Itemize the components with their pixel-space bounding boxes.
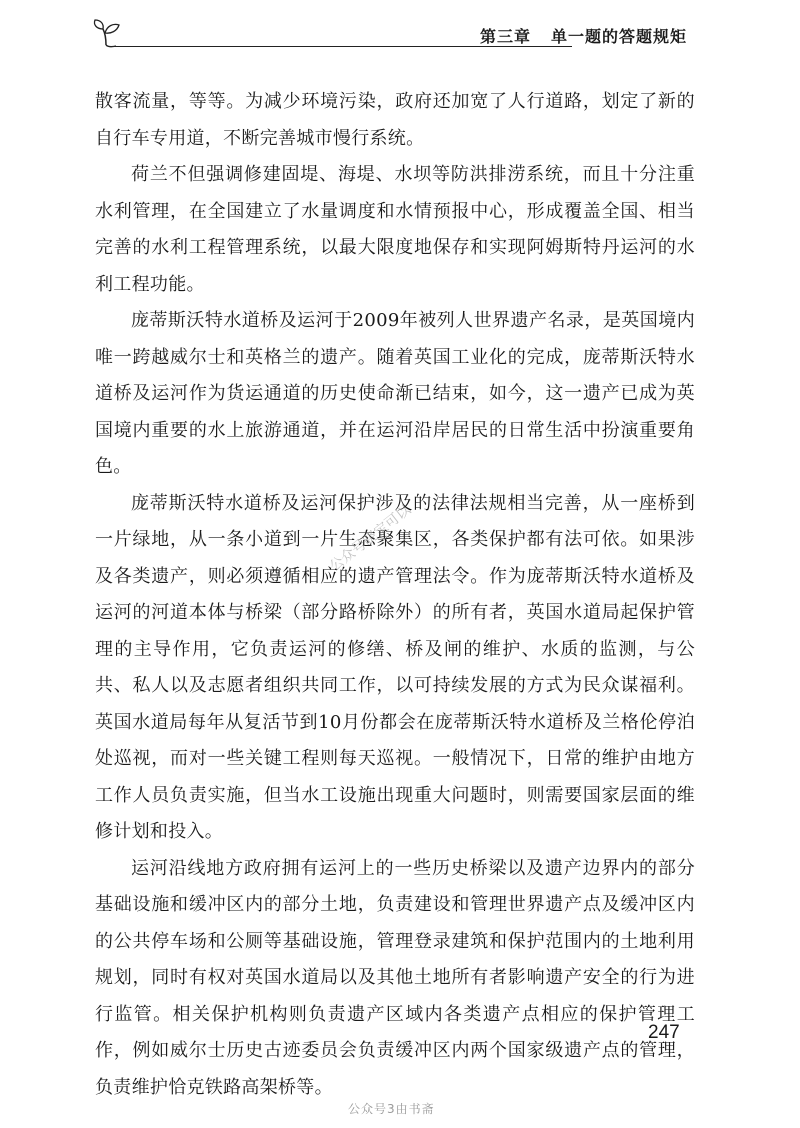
page-number: 247 [648, 1022, 680, 1043]
body-text [95, 84, 695, 1106]
paragraph: 荷兰不但强调修建固堤、海堤、水坝等防洪排涝系统，而且十分注重水利管理，在全国建立了水量调度和水情预报中心，形成覆盖全国、相当完善的水利工程管理系统，以最大限度地保存和实现阿姆斯特丹运河的水利工程功能。 [95, 164, 695, 295]
paragraph: 庞蒂斯沃特水道桥及运河保护涉及的法律法规相当完善，从一座桥到一片绿地，从一条小道到一片生态聚集区，各类保护都有法可依。如果涉及各类遗产，则必须遵循相应的遗产管理法令。作为庞蒂斯沃特水道桥及运河的河道本体与桥梁（部分路桥除外）的所有者，英国水道局起保护管理的主导作用，它负责运河的修缮、桥及闸的维护、水质的监测，与公共、私人以及志愿者组织共同工作，以可持续发展的方式为民众谋福利。英国水道局每年从复活节到10月份都会在庞蒂斯沃特水道桥及兰格伦停泊处巡视，而对一些关键工程则每天巡视。一般情况下，日常的维护由地方工作人员负责实施，但当水工设施出现重大问题时，则需要国家层面的维修计划和投入。 [95, 492, 695, 842]
paragraph: 庞蒂斯沃特水道桥及运河于2009年被列人世界遗产名录，是英国境内唯一跨越威尔士和英格兰的遗产。随着英国工业化的完成，庞蒂斯沃特水道桥及运河作为货运通道的历史使命渐已结束，如今，这一遗产已成为英国境内重要的水上旅游通道，并在运河沿岸居民的日常生活中扮演重要角色。 [95, 310, 695, 477]
chapter-heading [480, 24, 687, 47]
chapter-number: 第三章 [480, 27, 532, 46]
paragraph: 散客流量，等等。为减少环境污染，政府还加宽了人行道路，划定了新的自行车专用道，不断完善城市慢行系统。 [95, 91, 695, 149]
sprout-icon [92, 14, 122, 50]
running-header [92, 14, 712, 50]
footer-mark: 公众号3由书斋 [348, 1102, 435, 1116]
watermark: 公众号晓宝可以 [326, 502, 414, 575]
paragraph: 运河沿线地方政府拥有运河上的一些历史桥梁以及遗产边界内的部分基础设施和缓冲区内的部分土地，负责建设和管理世界遗产点及缓冲区内的公共停车场和公厕等基础设施，管理登录建筑和保护范围内的土地利用规划，同时有权对英国水道局以及其他土地所有者影响遗产安全的行为进行监管。相关保护机构则负责遗产区域内各类遗产点相应的保护管理工作，例如威尔士历史古迹委员会负责缓冲区内两个国家级遗产点的管理，负责维护恰克铁路高架桥等。 [95, 857, 695, 1098]
chapter-name: 单一题的答题规矩 [551, 27, 688, 46]
